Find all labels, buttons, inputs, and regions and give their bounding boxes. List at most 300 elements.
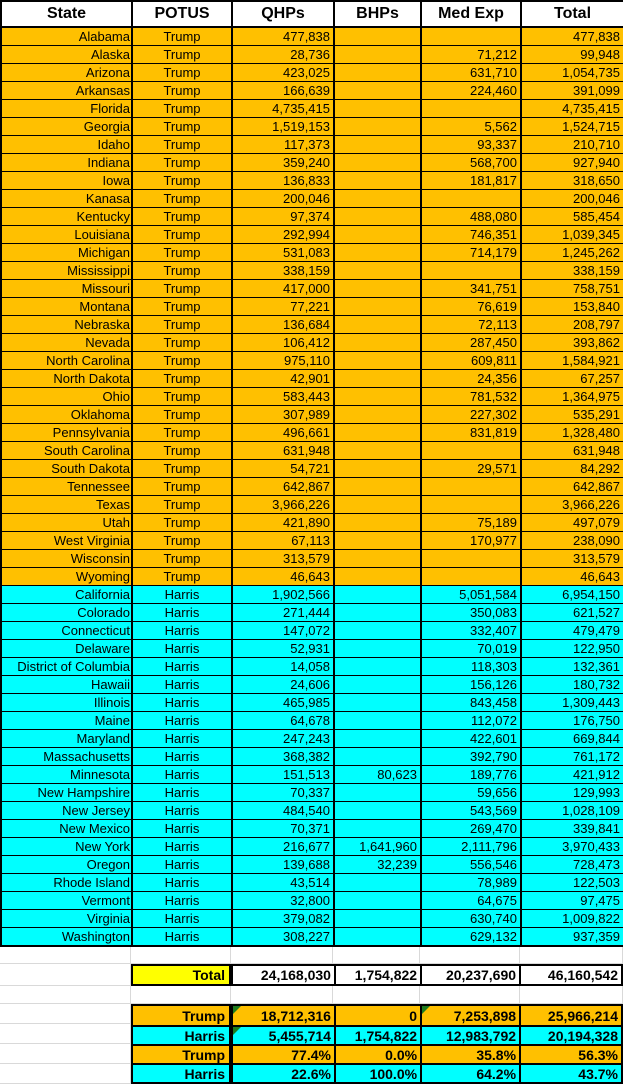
state-cell[interactable]: Arkansas <box>1 82 132 100</box>
qhps-cell[interactable]: 24,606 <box>232 676 334 694</box>
grand-total-qhps[interactable]: 24,168,030 <box>260 967 331 983</box>
qhps-cell[interactable]: 271,444 <box>232 604 334 622</box>
med-exp-cell[interactable] <box>421 568 521 586</box>
column-header-bhps[interactable]: BHPs <box>334 1 421 27</box>
med-exp-cell[interactable]: 5,051,584 <box>421 586 521 604</box>
total-cell[interactable]: 1,009,822 <box>521 910 623 928</box>
qhps-cell[interactable]: 97,374 <box>232 208 334 226</box>
bhps-cell[interactable] <box>334 748 421 766</box>
qhps-cell[interactable]: 484,540 <box>232 802 334 820</box>
qhps-cell[interactable]: 106,412 <box>232 334 334 352</box>
qhps-cell[interactable]: 583,443 <box>232 388 334 406</box>
qhps-cell[interactable]: 421,890 <box>232 514 334 532</box>
med-exp-cell[interactable]: 568,700 <box>421 154 521 172</box>
total-cell[interactable]: 3,970,433 <box>521 838 623 856</box>
qhps-cell[interactable]: 42,901 <box>232 370 334 388</box>
state-cell[interactable]: North Dakota <box>1 370 132 388</box>
potus-cell[interactable]: Trump <box>132 136 232 154</box>
state-cell[interactable]: Colorado <box>1 604 132 622</box>
potus-cell[interactable]: Trump <box>132 532 232 550</box>
med-exp-cell[interactable]: 24,356 <box>421 370 521 388</box>
state-cell[interactable]: Mississippi <box>1 262 132 280</box>
state-cell[interactable]: Oregon <box>1 856 132 874</box>
potus-cell[interactable]: Harris <box>132 640 232 658</box>
potus-cell[interactable]: Trump <box>132 172 232 190</box>
bhps-cell[interactable] <box>334 280 421 298</box>
bhps-cell[interactable] <box>334 622 421 640</box>
bhps-cell[interactable] <box>334 712 421 730</box>
bhps-cell[interactable] <box>334 586 421 604</box>
trump-total-percent[interactable]: 56.3% <box>519 1044 621 1063</box>
state-cell[interactable]: Rhode Island <box>1 874 132 892</box>
bhps-cell[interactable] <box>334 388 421 406</box>
total-cell[interactable]: 421,912 <box>521 766 623 784</box>
state-cell[interactable]: Idaho <box>1 136 132 154</box>
column-header-potus[interactable]: POTUS <box>132 1 232 27</box>
med-exp-cell[interactable]: 76,619 <box>421 298 521 316</box>
med-exp-cell[interactable]: 746,351 <box>421 226 521 244</box>
potus-cell[interactable]: Harris <box>132 730 232 748</box>
qhps-cell[interactable]: 64,678 <box>232 712 334 730</box>
total-cell[interactable]: 477,838 <box>521 27 623 46</box>
total-cell[interactable]: 1,245,262 <box>521 244 623 262</box>
total-cell[interactable]: 122,950 <box>521 640 623 658</box>
qhps-cell[interactable]: 151,513 <box>232 766 334 784</box>
state-cell[interactable]: Hawaii <box>1 676 132 694</box>
potus-cell[interactable]: Trump <box>132 316 232 334</box>
total-cell[interactable]: 1,054,735 <box>521 64 623 82</box>
qhps-cell[interactable]: 1,519,153 <box>232 118 334 136</box>
trump-percent-label[interactable]: Trump <box>133 1044 229 1063</box>
bhps-cell[interactable] <box>334 370 421 388</box>
state-cell[interactable]: Florida <box>1 100 132 118</box>
state-cell[interactable]: Iowa <box>1 172 132 190</box>
total-cell[interactable]: 46,643 <box>521 568 623 586</box>
qhps-cell[interactable]: 359,240 <box>232 154 334 172</box>
bhps-cell[interactable] <box>334 298 421 316</box>
qhps-cell[interactable]: 52,931 <box>232 640 334 658</box>
column-header-med-exp[interactable]: Med Exp <box>421 1 521 27</box>
med-exp-cell[interactable]: 224,460 <box>421 82 521 100</box>
potus-cell[interactable]: Harris <box>132 766 232 784</box>
med-exp-cell[interactable]: 287,450 <box>421 334 521 352</box>
med-exp-cell[interactable]: 64,675 <box>421 892 521 910</box>
total-cell[interactable]: 927,940 <box>521 154 623 172</box>
bhps-cell[interactable] <box>334 820 421 838</box>
qhps-cell[interactable]: 54,721 <box>232 460 334 478</box>
grand-total-label[interactable]: Total <box>131 964 231 986</box>
bhps-cell[interactable] <box>334 532 421 550</box>
qhps-cell[interactable]: 70,371 <box>232 820 334 838</box>
total-cell[interactable]: 129,993 <box>521 784 623 802</box>
bhps-cell[interactable] <box>334 208 421 226</box>
bhps-cell[interactable] <box>334 46 421 64</box>
potus-cell[interactable]: Trump <box>132 226 232 244</box>
potus-cell[interactable]: Trump <box>132 46 232 64</box>
total-cell[interactable]: 1,364,975 <box>521 388 623 406</box>
potus-cell[interactable]: Trump <box>132 190 232 208</box>
bhps-cell[interactable] <box>334 910 421 928</box>
qhps-cell[interactable]: 1,902,566 <box>232 586 334 604</box>
potus-cell[interactable]: Harris <box>132 910 232 928</box>
bhps-cell[interactable] <box>334 892 421 910</box>
bhps-cell[interactable] <box>334 730 421 748</box>
med-exp-cell[interactable]: 629,132 <box>421 928 521 947</box>
state-cell[interactable]: New York <box>1 838 132 856</box>
potus-cell[interactable]: Trump <box>132 424 232 442</box>
harris-qhps-percent[interactable]: 22.6% <box>233 1063 334 1082</box>
qhps-cell[interactable]: 531,083 <box>232 244 334 262</box>
harris-med-exp-total[interactable]: 12,983,792 <box>420 1025 519 1044</box>
med-exp-cell[interactable] <box>421 27 521 46</box>
potus-cell[interactable]: Trump <box>132 568 232 586</box>
trump-bhps-percent[interactable]: 0.0% <box>334 1044 420 1063</box>
state-cell[interactable]: Nebraska <box>1 316 132 334</box>
state-cell[interactable]: Arizona <box>1 64 132 82</box>
potus-cell[interactable]: Trump <box>132 280 232 298</box>
bhps-cell[interactable] <box>334 550 421 568</box>
state-cell[interactable]: Indiana <box>1 154 132 172</box>
potus-cell[interactable]: Harris <box>132 748 232 766</box>
grand-total-bhps[interactable]: 1,754,822 <box>334 966 420 984</box>
total-cell[interactable]: 176,750 <box>521 712 623 730</box>
qhps-cell[interactable]: 496,661 <box>232 424 334 442</box>
bhps-cell[interactable] <box>334 802 421 820</box>
potus-cell[interactable]: Trump <box>132 406 232 424</box>
total-cell[interactable]: 200,046 <box>521 190 623 208</box>
potus-cell[interactable]: Trump <box>132 154 232 172</box>
qhps-cell[interactable]: 368,382 <box>232 748 334 766</box>
potus-cell[interactable]: Harris <box>132 838 232 856</box>
state-cell[interactable]: Kentucky <box>1 208 132 226</box>
qhps-cell[interactable]: 465,985 <box>232 694 334 712</box>
med-exp-cell[interactable]: 543,569 <box>421 802 521 820</box>
med-exp-cell[interactable]: 70,019 <box>421 640 521 658</box>
total-cell[interactable]: 97,475 <box>521 892 623 910</box>
med-exp-cell[interactable]: 93,337 <box>421 136 521 154</box>
potus-cell[interactable]: Trump <box>132 334 232 352</box>
med-exp-cell[interactable]: 488,080 <box>421 208 521 226</box>
bhps-cell[interactable] <box>334 874 421 892</box>
med-exp-cell[interactable]: 72,113 <box>421 316 521 334</box>
potus-cell[interactable]: Trump <box>132 442 232 460</box>
bhps-cell[interactable] <box>334 658 421 676</box>
med-exp-cell[interactable]: 714,179 <box>421 244 521 262</box>
total-cell[interactable]: 1,584,921 <box>521 352 623 370</box>
state-cell[interactable]: Michigan <box>1 244 132 262</box>
med-exp-cell[interactable]: 630,740 <box>421 910 521 928</box>
potus-cell[interactable]: Trump <box>132 100 232 118</box>
trump-grand-total[interactable]: 25,966,214 <box>519 1006 621 1025</box>
harris-grand-total[interactable]: 20,194,328 <box>519 1025 621 1044</box>
bhps-cell[interactable] <box>334 154 421 172</box>
total-cell[interactable]: 238,090 <box>521 532 623 550</box>
bhps-cell[interactable] <box>334 334 421 352</box>
total-cell[interactable]: 1,039,345 <box>521 226 623 244</box>
state-cell[interactable]: Tennessee <box>1 478 132 496</box>
qhps-cell[interactable]: 166,639 <box>232 82 334 100</box>
harris-med-exp-percent[interactable]: 64.2% <box>420 1063 519 1082</box>
state-cell[interactable]: Alaska <box>1 46 132 64</box>
trump-bhps-total[interactable]: 0 <box>334 1006 420 1025</box>
bhps-cell[interactable] <box>334 784 421 802</box>
bhps-cell[interactable] <box>334 118 421 136</box>
qhps-cell[interactable]: 417,000 <box>232 280 334 298</box>
qhps-cell[interactable]: 423,025 <box>232 64 334 82</box>
potus-cell[interactable]: Harris <box>132 874 232 892</box>
qhps-cell[interactable]: 139,688 <box>232 856 334 874</box>
qhps-cell[interactable]: 3,966,226 <box>232 496 334 514</box>
state-cell[interactable]: Georgia <box>1 118 132 136</box>
qhps-cell[interactable]: 338,159 <box>232 262 334 280</box>
bhps-cell[interactable]: 32,239 <box>334 856 421 874</box>
state-cell[interactable]: North Carolina <box>1 352 132 370</box>
med-exp-cell[interactable]: 112,072 <box>421 712 521 730</box>
med-exp-cell[interactable] <box>421 550 521 568</box>
med-exp-cell[interactable] <box>421 190 521 208</box>
qhps-cell[interactable]: 247,243 <box>232 730 334 748</box>
total-cell[interactable]: 761,172 <box>521 748 623 766</box>
qhps-cell[interactable]: 307,989 <box>232 406 334 424</box>
state-cell[interactable]: Virginia <box>1 910 132 928</box>
bhps-cell[interactable] <box>334 136 421 154</box>
qhps-cell[interactable]: 117,373 <box>232 136 334 154</box>
harris-qhps-total[interactable]: 5,455,714 <box>233 1025 334 1044</box>
med-exp-cell[interactable]: 341,751 <box>421 280 521 298</box>
potus-cell[interactable]: Harris <box>132 856 232 874</box>
qhps-cell[interactable]: 200,046 <box>232 190 334 208</box>
qhps-cell[interactable]: 32,800 <box>232 892 334 910</box>
potus-cell[interactable]: Trump <box>132 244 232 262</box>
bhps-cell[interactable]: 80,623 <box>334 766 421 784</box>
state-cell[interactable]: Wyoming <box>1 568 132 586</box>
qhps-cell[interactable]: 67,113 <box>232 532 334 550</box>
bhps-cell[interactable] <box>334 478 421 496</box>
state-cell[interactable]: West Virginia <box>1 532 132 550</box>
total-cell[interactable]: 393,862 <box>521 334 623 352</box>
harris-bhps-percent[interactable]: 100.0% <box>334 1063 420 1082</box>
med-exp-cell[interactable]: 631,710 <box>421 64 521 82</box>
bhps-cell[interactable] <box>334 64 421 82</box>
column-header-qhps[interactable]: QHPs <box>232 1 334 27</box>
bhps-cell[interactable] <box>334 640 421 658</box>
med-exp-cell[interactable] <box>421 478 521 496</box>
total-cell[interactable]: 585,454 <box>521 208 623 226</box>
bhps-cell[interactable] <box>334 460 421 478</box>
state-cell[interactable]: Texas <box>1 496 132 514</box>
qhps-cell[interactable]: 477,838 <box>232 27 334 46</box>
bhps-cell[interactable] <box>334 226 421 244</box>
total-cell[interactable]: 621,527 <box>521 604 623 622</box>
state-cell[interactable]: Vermont <box>1 892 132 910</box>
qhps-cell[interactable]: 46,643 <box>232 568 334 586</box>
med-exp-cell[interactable]: 350,083 <box>421 604 521 622</box>
total-cell[interactable]: 3,966,226 <box>521 496 623 514</box>
potus-cell[interactable]: Trump <box>132 82 232 100</box>
potus-cell[interactable]: Trump <box>132 370 232 388</box>
total-cell[interactable]: 758,751 <box>521 280 623 298</box>
state-cell[interactable]: Ohio <box>1 388 132 406</box>
total-cell[interactable]: 1,524,715 <box>521 118 623 136</box>
total-cell[interactable]: 180,732 <box>521 676 623 694</box>
bhps-cell[interactable] <box>334 604 421 622</box>
total-cell[interactable]: 6,954,150 <box>521 586 623 604</box>
state-cell[interactable]: California <box>1 586 132 604</box>
bhps-cell[interactable] <box>334 316 421 334</box>
total-cell[interactable]: 631,948 <box>521 442 623 460</box>
qhps-cell[interactable]: 14,058 <box>232 658 334 676</box>
potus-cell[interactable]: Trump <box>132 118 232 136</box>
potus-cell[interactable]: Harris <box>132 928 232 947</box>
total-cell[interactable]: 728,473 <box>521 856 623 874</box>
med-exp-cell[interactable]: 156,126 <box>421 676 521 694</box>
total-cell[interactable]: 67,257 <box>521 370 623 388</box>
med-exp-cell[interactable]: 422,601 <box>421 730 521 748</box>
med-exp-cell[interactable]: 392,790 <box>421 748 521 766</box>
total-cell[interactable]: 122,503 <box>521 874 623 892</box>
state-cell[interactable]: Wisconsin <box>1 550 132 568</box>
bhps-cell[interactable] <box>334 100 421 118</box>
total-cell[interactable]: 210,710 <box>521 136 623 154</box>
med-exp-cell[interactable]: 843,458 <box>421 694 521 712</box>
bhps-cell[interactable] <box>334 928 421 947</box>
med-exp-cell[interactable] <box>421 496 521 514</box>
potus-cell[interactable]: Harris <box>132 892 232 910</box>
state-cell[interactable]: New Hampshire <box>1 784 132 802</box>
bhps-cell[interactable] <box>334 82 421 100</box>
harris-counts-label[interactable]: Harris <box>133 1025 229 1044</box>
trump-qhps-total[interactable]: 18,712,316 <box>233 1006 334 1025</box>
qhps-cell[interactable]: 43,514 <box>232 874 334 892</box>
med-exp-cell[interactable]: 5,562 <box>421 118 521 136</box>
state-cell[interactable]: Pennsylvania <box>1 424 132 442</box>
med-exp-cell[interactable]: 2,111,796 <box>421 838 521 856</box>
state-cell[interactable]: New Mexico <box>1 820 132 838</box>
state-cell[interactable]: Louisiana <box>1 226 132 244</box>
state-cell[interactable]: Utah <box>1 514 132 532</box>
trump-counts-label[interactable]: Trump <box>133 1006 229 1025</box>
trump-med-exp-total[interactable]: 7,253,898 <box>420 1006 519 1025</box>
potus-cell[interactable]: Trump <box>132 478 232 496</box>
bhps-cell[interactable] <box>334 27 421 46</box>
med-exp-cell[interactable]: 71,212 <box>421 46 521 64</box>
med-exp-cell[interactable]: 29,571 <box>421 460 521 478</box>
total-cell[interactable]: 153,840 <box>521 298 623 316</box>
bhps-cell[interactable] <box>334 442 421 460</box>
grand-total-total[interactable]: 46,160,542 <box>519 966 621 984</box>
med-exp-cell[interactable]: 332,407 <box>421 622 521 640</box>
potus-cell[interactable]: Harris <box>132 586 232 604</box>
state-cell[interactable]: Kanasa <box>1 190 132 208</box>
total-cell[interactable]: 391,099 <box>521 82 623 100</box>
potus-cell[interactable]: Harris <box>132 712 232 730</box>
bhps-cell[interactable] <box>334 424 421 442</box>
med-exp-cell[interactable]: 556,546 <box>421 856 521 874</box>
total-cell[interactable]: 479,479 <box>521 622 623 640</box>
state-cell[interactable]: Massachusetts <box>1 748 132 766</box>
qhps-cell[interactable]: 308,227 <box>232 928 334 947</box>
state-cell[interactable]: Missouri <box>1 280 132 298</box>
state-cell[interactable]: Montana <box>1 298 132 316</box>
potus-cell[interactable]: Harris <box>132 820 232 838</box>
med-exp-cell[interactable]: 170,977 <box>421 532 521 550</box>
state-cell[interactable]: Alabama <box>1 27 132 46</box>
total-cell[interactable]: 208,797 <box>521 316 623 334</box>
potus-cell[interactable]: Trump <box>132 27 232 46</box>
med-exp-cell[interactable]: 609,811 <box>421 352 521 370</box>
bhps-cell[interactable] <box>334 244 421 262</box>
total-cell[interactable]: 313,579 <box>521 550 623 568</box>
bhps-cell[interactable] <box>334 676 421 694</box>
potus-cell[interactable]: Trump <box>132 550 232 568</box>
med-exp-cell[interactable]: 781,532 <box>421 388 521 406</box>
bhps-cell[interactable] <box>334 190 421 208</box>
state-cell[interactable]: New Jersey <box>1 802 132 820</box>
qhps-cell[interactable]: 136,684 <box>232 316 334 334</box>
qhps-cell[interactable]: 292,994 <box>232 226 334 244</box>
qhps-cell[interactable]: 642,867 <box>232 478 334 496</box>
potus-cell[interactable]: Harris <box>132 658 232 676</box>
potus-cell[interactable]: Trump <box>132 352 232 370</box>
total-cell[interactable]: 1,328,480 <box>521 424 623 442</box>
state-cell[interactable]: Washington <box>1 928 132 947</box>
total-cell[interactable]: 535,291 <box>521 406 623 424</box>
bhps-cell[interactable] <box>334 496 421 514</box>
total-cell[interactable]: 642,867 <box>521 478 623 496</box>
qhps-cell[interactable]: 136,833 <box>232 172 334 190</box>
total-cell[interactable]: 339,841 <box>521 820 623 838</box>
bhps-cell[interactable] <box>334 694 421 712</box>
qhps-cell[interactable]: 147,072 <box>232 622 334 640</box>
potus-cell[interactable]: Trump <box>132 64 232 82</box>
bhps-cell[interactable] <box>334 406 421 424</box>
trump-qhps-percent[interactable]: 77.4% <box>233 1044 334 1063</box>
qhps-cell[interactable]: 313,579 <box>232 550 334 568</box>
trump-med-exp-percent[interactable]: 35.8% <box>420 1044 519 1063</box>
total-cell[interactable]: 937,359 <box>521 928 623 947</box>
bhps-cell[interactable] <box>334 568 421 586</box>
bhps-cell[interactable] <box>334 352 421 370</box>
qhps-cell[interactable]: 631,948 <box>232 442 334 460</box>
potus-cell[interactable]: Harris <box>132 622 232 640</box>
qhps-cell[interactable]: 77,221 <box>232 298 334 316</box>
qhps-cell[interactable]: 28,736 <box>232 46 334 64</box>
total-cell[interactable]: 669,844 <box>521 730 623 748</box>
med-exp-cell[interactable]: 831,819 <box>421 424 521 442</box>
state-cell[interactable]: Connecticut <box>1 622 132 640</box>
state-cell[interactable]: Maine <box>1 712 132 730</box>
state-cell[interactable]: Oklahoma <box>1 406 132 424</box>
potus-cell[interactable]: Trump <box>132 262 232 280</box>
potus-cell[interactable]: Harris <box>132 676 232 694</box>
med-exp-cell[interactable]: 181,817 <box>421 172 521 190</box>
total-cell[interactable]: 338,159 <box>521 262 623 280</box>
harris-bhps-total[interactable]: 1,754,822 <box>334 1025 420 1044</box>
state-cell[interactable]: Nevada <box>1 334 132 352</box>
total-cell[interactable]: 84,292 <box>521 460 623 478</box>
state-cell[interactable]: Minnesota <box>1 766 132 784</box>
potus-cell[interactable]: Trump <box>132 514 232 532</box>
bhps-cell[interactable] <box>334 514 421 532</box>
bhps-cell[interactable]: 1,641,960 <box>334 838 421 856</box>
potus-cell[interactable]: Trump <box>132 460 232 478</box>
med-exp-cell[interactable] <box>421 100 521 118</box>
med-exp-cell[interactable]: 78,989 <box>421 874 521 892</box>
harris-percent-label[interactable]: Harris <box>133 1063 229 1082</box>
bhps-cell[interactable] <box>334 172 421 190</box>
med-exp-cell[interactable]: 59,656 <box>421 784 521 802</box>
total-cell[interactable]: 497,079 <box>521 514 623 532</box>
